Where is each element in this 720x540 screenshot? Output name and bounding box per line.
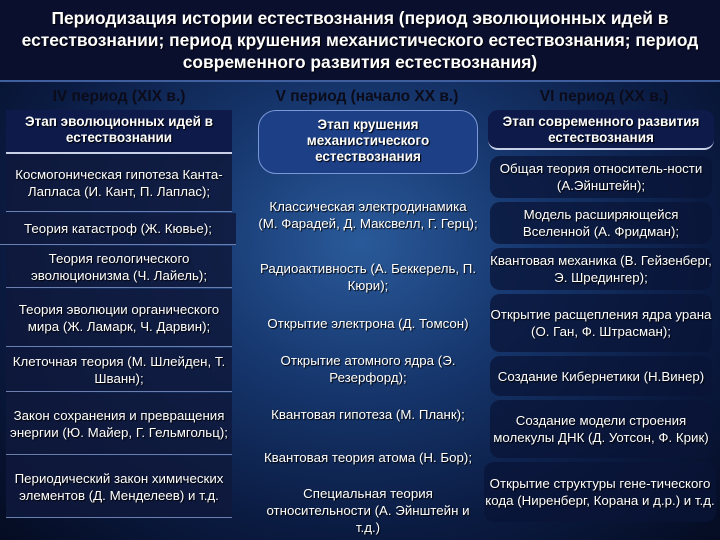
stage-box-v: Этап крушения механистического естествознания — [258, 110, 478, 174]
list-item: Общая теория относитель-ности (А.Эйнштейн); — [490, 156, 712, 198]
column-header-v: V период (начало XX в.) — [275, 88, 459, 105]
list-item: Открытие структуры гене-тического кода (Ниренберг, Корана и д.р.) и т.д. — [484, 462, 716, 522]
list-item: Закон сохранения и превращения энергии (Ю. Майер, Г. Гельмгольц); — [6, 393, 232, 455]
list-item: Открытие атомного ядра (Э. Резерфорд); — [280, 353, 456, 385]
stage-box-iv: Этап эволюционных идей в естествознании — [6, 110, 232, 154]
list-item: Создание модели строения молекулы ДНК (Д. Уотсон, Ф. Крик) — [490, 400, 712, 458]
list-item: Теория геологического эволюционизма (Ч. Лайель); — [6, 246, 232, 288]
list-item: Космогоническая гипотеза Канта-Лапласа (И. Кант, П. Лаплас); — [6, 154, 232, 212]
list-item: Теория катастроф (Ж. Кювье); — [0, 213, 236, 245]
list-item: Квантовая гипотеза (М. Планк); — [271, 406, 465, 422]
stage-box-vi: Этап современного развития естествознания — [488, 110, 714, 150]
list-item: Создание Кибернетики (Н.Винер) — [490, 356, 712, 396]
list-item: Открытие электрона (Д. Томсон) — [267, 315, 469, 331]
list-item: Радиоактивность (А. Беккерель, П. Кюри); — [259, 261, 477, 293]
list-item: Периодический закон химических элементов (Д. Менделеев) и т.д. — [6, 456, 232, 518]
page-title: Периодизация истории естествознания (период эволюционных идей в естествознании; период крушения механистического естествознания; период современного развития естествознания) — [21, 8, 699, 72]
list-item: Клеточная теория (М. Шлейден, Т. Шванн); — [6, 348, 232, 392]
list-item: Квантовая механика (В. Гейзенберг, Э. Шредингер); — [490, 248, 712, 290]
list-item: Специальная теория относительности (А. Эйнштейн и т.д.) — [266, 485, 470, 535]
list-item: Квантовая теория атома (Н. Бор); — [263, 449, 473, 465]
list-item: Классическая электродинамика (М. Фарадей, Д. Максвелл, Г. Герц); — [258, 199, 478, 231]
list-item: Теория эволюции органического мира (Ж. Ламарк, Ч. Дарвин); — [6, 289, 232, 347]
column-header-iv: IV период (XIX в.) — [52, 88, 186, 105]
column-header-vi: VI период (XX в.) — [539, 88, 669, 105]
title-bar — [0, 0, 720, 82]
list-item: Модель расширяющейся Вселенной (А. Фридман); — [490, 202, 712, 244]
list-item: Открытие расщепления ядра урана (О. Ган, Ф. Штрасман); — [490, 294, 712, 352]
